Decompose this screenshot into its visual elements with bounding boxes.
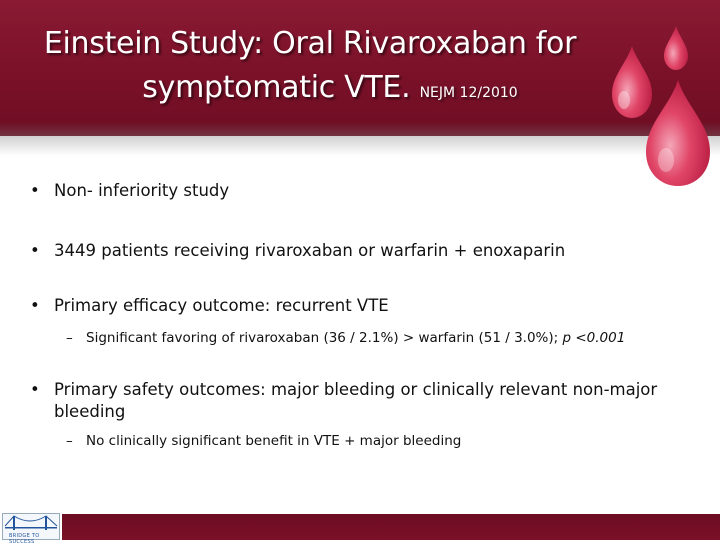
- drop-small: [664, 26, 688, 70]
- bullet-text: Primary efficacy outcome: recurrent VTE: [54, 296, 389, 315]
- bridge-icon: [3, 514, 59, 534]
- sub-bullet-text: Significant favoring of rivaroxaban (36 / 2.1%) > warfarin (51 / 3.0%);: [86, 330, 563, 346]
- title-line-2: symptomatic VTE.: [142, 70, 411, 105]
- bridge-logo: [2, 513, 60, 545]
- title-line-2-wrap: [0, 66, 620, 115]
- sub-bullet-text: No clinically significant benefit in VTE + major bleeding: [86, 433, 462, 449]
- bullet-marker: •: [30, 241, 40, 260]
- sub-bullet-item: [28, 431, 698, 451]
- drop-large: [646, 80, 710, 186]
- bullet-text: Non- inferiority study: [54, 181, 230, 200]
- p-value: p <0.001: [562, 330, 626, 346]
- bullet-text: Primary safety outcomes: major bleeding or clinically relevant non-major bleeding: [54, 380, 658, 421]
- sub-bullet-marker: –: [66, 433, 73, 449]
- bullet-item: [28, 379, 698, 423]
- sub-bullet-marker: –: [66, 330, 73, 346]
- slide-title: [0, 22, 620, 115]
- footer-bar: [62, 514, 720, 540]
- bullet-text: 3449 patients receiving rivaroxaban or warfarin + enoxaparin: [54, 241, 566, 260]
- bullet-marker: •: [30, 296, 40, 315]
- bullet-item: [28, 295, 698, 317]
- title-reference: NEJM 12/2010: [419, 85, 518, 101]
- logo-text: BRIDGE TO SUCCESS: [9, 533, 40, 545]
- slide-body: [28, 176, 698, 451]
- bullet-item: [28, 180, 698, 202]
- bullet-item: [28, 240, 698, 262]
- bullet-marker: •: [30, 380, 40, 399]
- title-line-1: Einstein Study: Oral Rivaroxaban for: [43, 26, 577, 61]
- sub-bullet-item: [28, 328, 698, 348]
- bullet-marker: •: [30, 181, 40, 200]
